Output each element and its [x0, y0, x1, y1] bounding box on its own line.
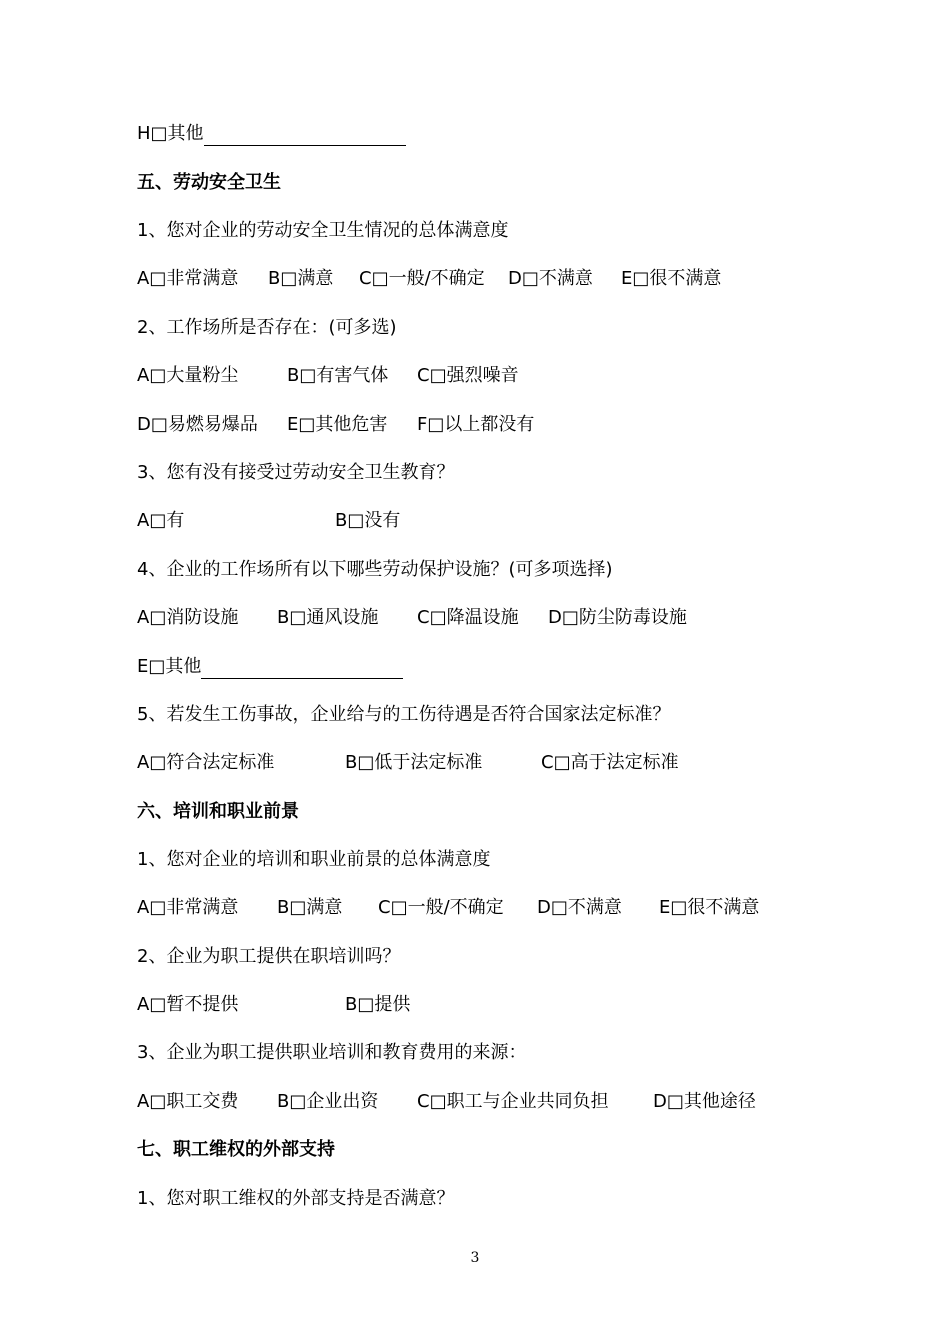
- option-5-2-d[interactable]: D□易燃易爆品: [137, 414, 258, 435]
- option-5-5-b[interactable]: B□低于法定标准: [345, 752, 483, 773]
- option-5-2-b[interactable]: B□有害气体: [287, 365, 389, 386]
- question-7-1: 1、您对职工维权的外部支持是否满意？: [137, 1188, 455, 1209]
- option-5-4-d[interactable]: D□防尘防毒设施: [548, 607, 687, 628]
- option-6-3-d[interactable]: D□其他途径: [653, 1091, 756, 1112]
- section-heading-5: 五、劳动安全卫生: [137, 172, 281, 193]
- option-6-3-a[interactable]: A□职工交费: [137, 1091, 239, 1112]
- option-5-2-a[interactable]: A□大量粉尘: [137, 365, 239, 386]
- question-6-2: 2、企业为职工提供在职培训吗？: [137, 946, 401, 967]
- fill-in-blank[interactable]: [201, 656, 403, 679]
- option-5-5-c[interactable]: C□高于法定标准: [541, 752, 679, 773]
- option-5-2-f[interactable]: F□以上都没有: [417, 414, 535, 435]
- option-6-1-c[interactable]: C□一般/不确定: [378, 897, 504, 918]
- option-6-1-d[interactable]: D□不满意: [537, 897, 622, 918]
- option-h-other: [137, 122, 406, 146]
- option-6-1-e[interactable]: E□很不满意: [659, 897, 760, 918]
- option-5-4-b[interactable]: B□通风设施: [277, 607, 379, 628]
- option-6-2-a[interactable]: A□暂不提供: [137, 994, 239, 1015]
- page-number: 3: [470, 1250, 480, 1266]
- option-5-1-c[interactable]: C□一般/不确定: [359, 268, 485, 289]
- question-5-3: 3、您有没有接受过劳动安全卫生教育？: [137, 462, 455, 483]
- question-5-1: 1、您对企业的劳动安全卫生情况的总体满意度: [137, 220, 509, 241]
- option-5-2-e[interactable]: E□其他危害: [287, 414, 388, 435]
- question-5-4: 4、企业的工作场所有以下哪些劳动保护设施？(可多项选择): [137, 559, 613, 580]
- option-5-3-b[interactable]: B□没有: [335, 510, 401, 531]
- section-heading-7: 七、职工维权的外部支持: [137, 1139, 335, 1160]
- option-5-1-a[interactable]: A□非常满意: [137, 268, 239, 289]
- option-5-4-c[interactable]: C□降温设施: [417, 607, 519, 628]
- question-6-3: 3、企业为职工提供职业培训和教育费用的来源：: [137, 1042, 527, 1063]
- question-5-2: 2、工作场所是否存在：(可多选): [137, 317, 397, 338]
- option-6-1-b[interactable]: B□满意: [277, 897, 343, 918]
- option-label[interactable]: E□其他: [137, 656, 202, 677]
- option-5-5-a[interactable]: A□符合法定标准: [137, 752, 275, 773]
- option-label: H□其他: [137, 123, 204, 144]
- section-heading-6: 六、培训和职业前景: [137, 801, 299, 822]
- option-5-3-a[interactable]: A□有: [137, 510, 185, 531]
- question-5-5: 5、若发生工伤事故，企业给与的工伤待遇是否符合国家法定标准？: [137, 704, 671, 725]
- question-6-1: 1、您对企业的培训和职业前景的总体满意度: [137, 849, 491, 870]
- option-6-3-b[interactable]: B□企业出资: [277, 1091, 379, 1112]
- option-5-4-a[interactable]: A□消防设施: [137, 607, 239, 628]
- option-6-2-b[interactable]: B□提供: [345, 994, 411, 1015]
- option-6-1-a[interactable]: A□非常满意: [137, 897, 239, 918]
- option-5-1-e[interactable]: E□很不满意: [621, 268, 722, 289]
- option-5-4-e-other: [137, 655, 403, 679]
- fill-in-blank[interactable]: [204, 123, 406, 146]
- option-6-3-c[interactable]: C□职工与企业共同负担: [417, 1091, 609, 1112]
- option-5-1-d[interactable]: D□不满意: [508, 268, 593, 289]
- option-5-2-c[interactable]: C□强烈噪音: [417, 365, 519, 386]
- option-5-1-b[interactable]: B□满意: [268, 268, 334, 289]
